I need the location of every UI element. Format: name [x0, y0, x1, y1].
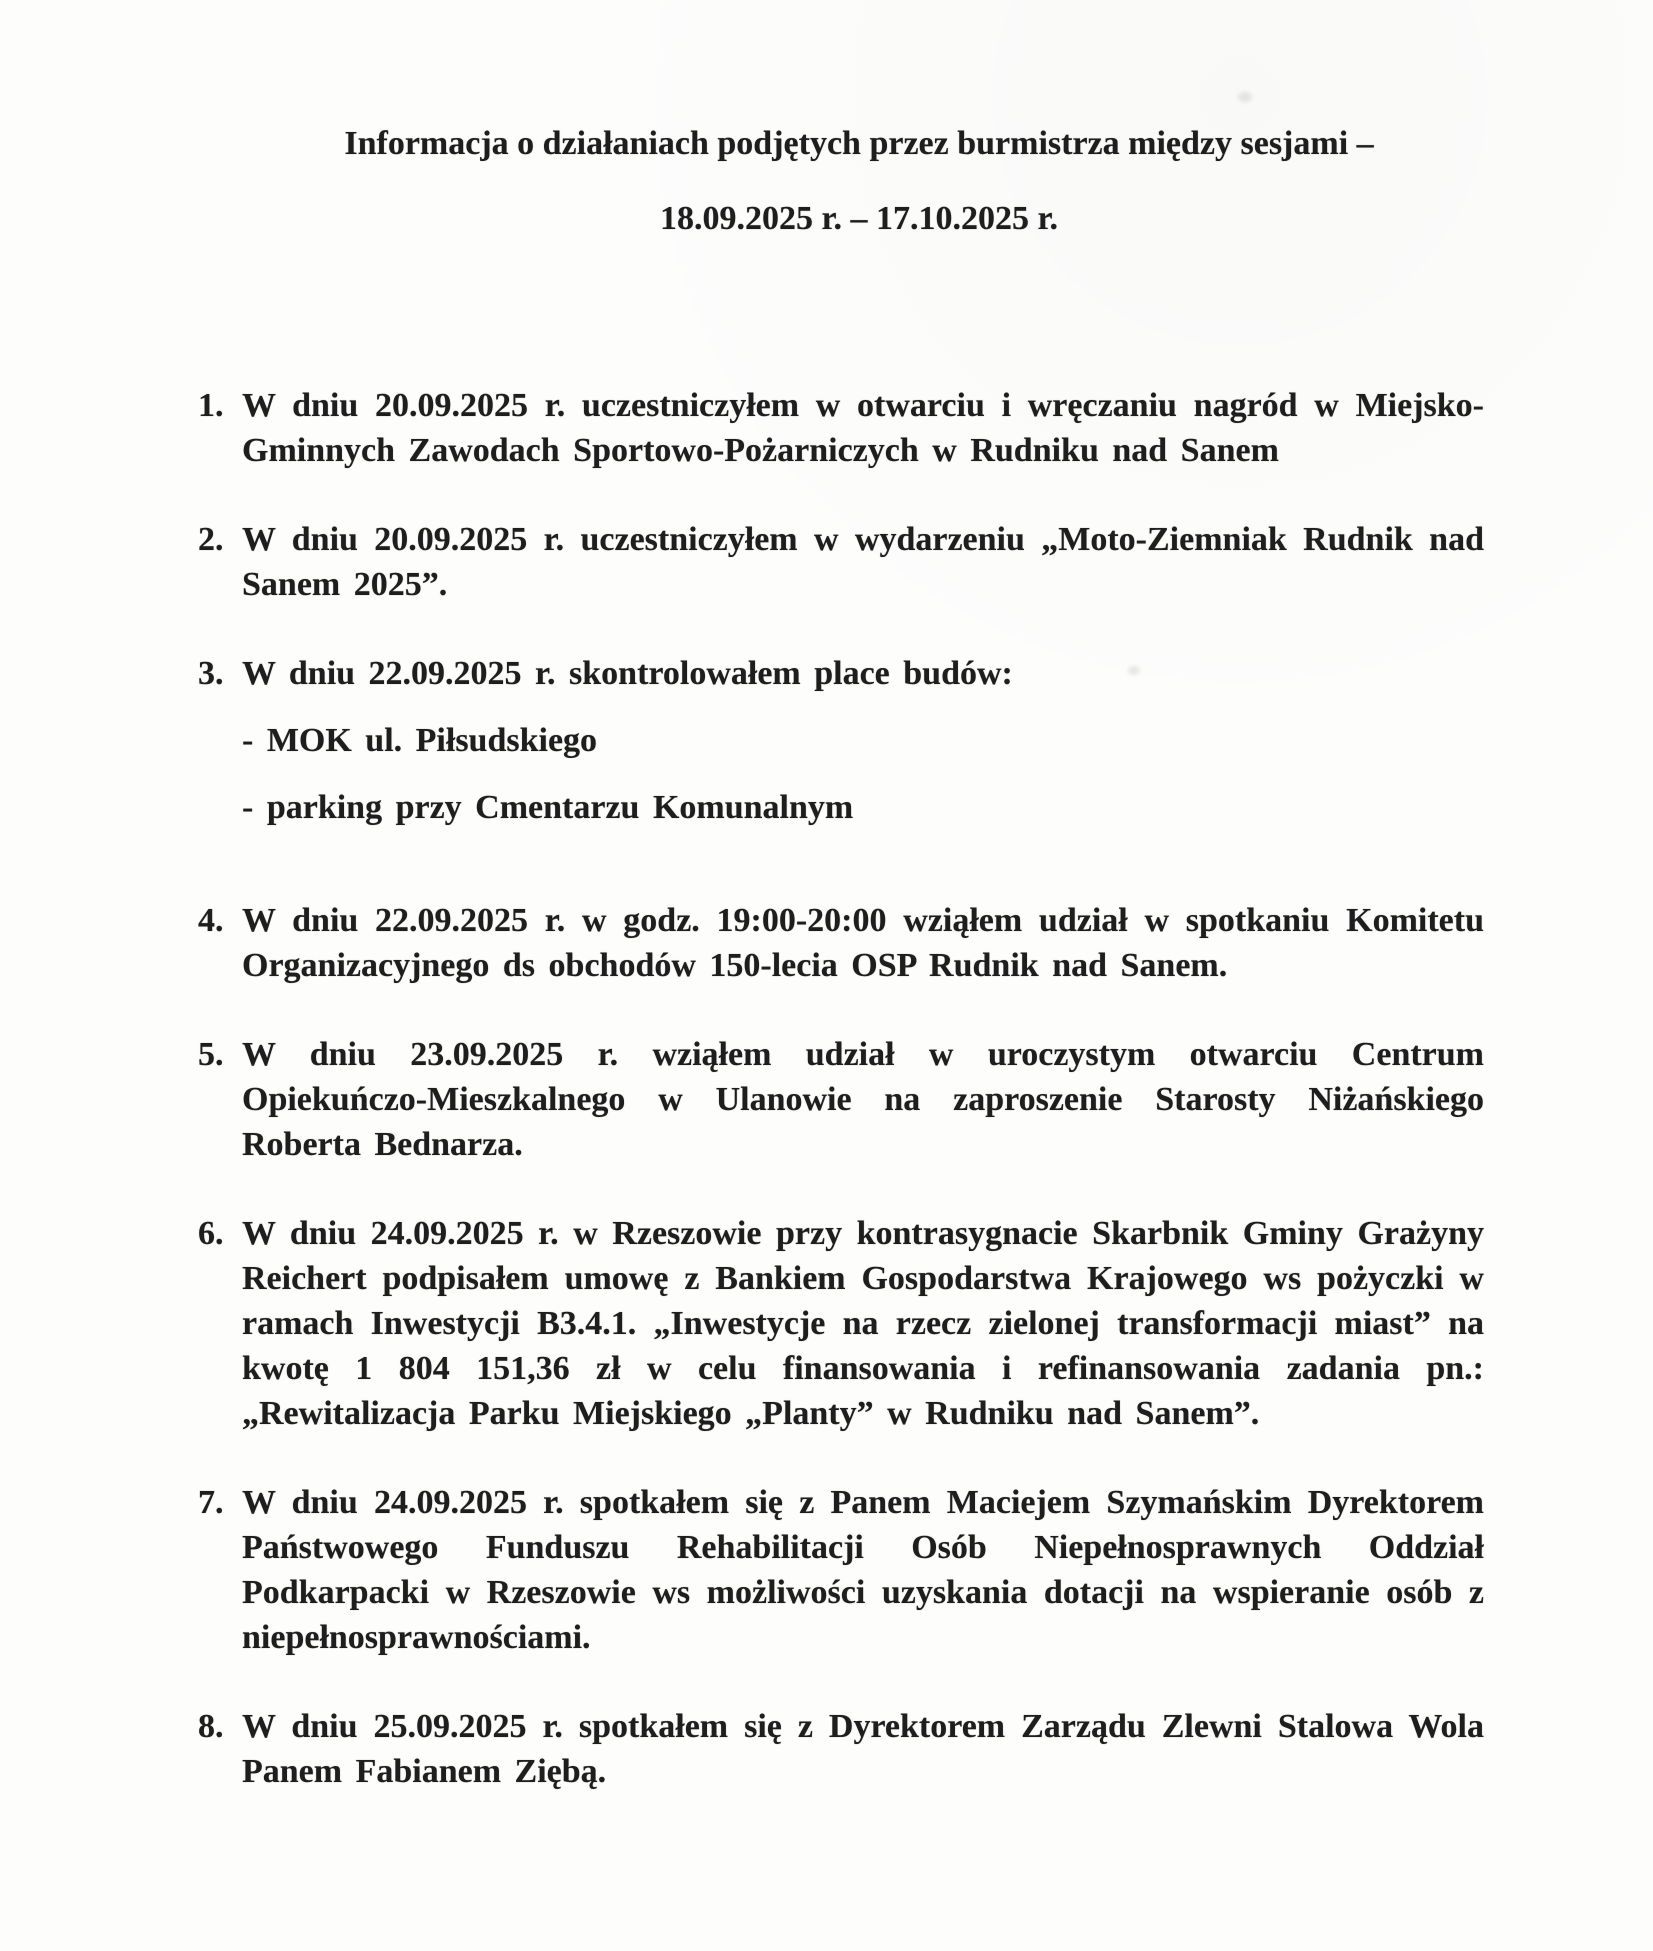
item-text: W dniu 24.09.2025 r. w Rzeszowie przy kontrasygnacie Skarbnik Gminy Grażyny Reichert podpisałem umowę z Bankiem Gospodarstwa Krajowego ws pożyczki w ramach Inwestycji B3.4.1. „Inwestycje na rzecz zielonej transformacji miast” na kwotę 1 804 151,36 zł w celu finansowania i refinansowania zadania pn.: „Rewitalizacja Parku Miejskiego „Planty” w Rudniku nad Sanem”. [242, 1215, 1484, 1432]
item-text-wrap [242, 517, 1484, 607]
scan-speck [1128, 666, 1140, 675]
list-item-6 [198, 1211, 1484, 1436]
list-item-3 [198, 651, 1484, 830]
item-text: W dniu 25.09.2025 r. spotkałem się z Dyrektorem Zarządu Zlewni Stalowa Wola Panem Fabianem Ziębą. [242, 1708, 1484, 1790]
list-item-4 [198, 898, 1484, 988]
item-text-wrap [242, 1032, 1484, 1167]
item-text: W dniu 22.09.2025 r. w godz. 19:00-20:00 wziąłem udział w spotkaniu Komitetu Organizacyjnego ds obchodów 150-lecia OSP Rudnik nad Sanem. [242, 902, 1484, 984]
item-number: 2. [198, 521, 224, 558]
item-text-wrap [242, 898, 1484, 988]
item-text: W dniu 20.09.2025 r. uczestniczyłem w wydarzeniu „Moto-Ziemniak Rudnik nad Sanem 2025”. [242, 521, 1484, 603]
list-item-5 [198, 1032, 1484, 1167]
item-number: 7. [198, 1484, 224, 1521]
item-text: W dniu 23.09.2025 r. wziąłem udział w uroczystym otwarciu Centrum Opiekuńczo-Mieszkalnego w Ulanowie na zaproszenie Starosty Niżańskiego Roberta Bednarza. [242, 1036, 1484, 1163]
item-number: 1. [198, 387, 224, 424]
list-item-8 [198, 1704, 1484, 1794]
item-text: W dniu 24.09.2025 r. spotkałem się z Panem Maciejem Szymańskim Dyrektorem Państwowego Funduszu Rehabilitacji Osób Niepełnosprawnych Oddział Podkarpacki w Rzeszowie ws możliwości uzyskania dotacji na wspieranie osób z niepełnosprawnościami. [242, 1484, 1484, 1656]
title-line-1: Informacja o działaniach podjętych przez burmistrza między sesjami – [344, 125, 1374, 162]
item-text-wrap [242, 1704, 1484, 1794]
item-number: 8. [198, 1708, 224, 1745]
item-number: 4. [198, 902, 224, 939]
title-line-2: 18.09.2025 r. – 17.10.2025 r. [660, 200, 1058, 237]
list-item-1 [198, 383, 1484, 473]
item-text-wrap [242, 383, 1484, 473]
item-number: 6. [198, 1215, 224, 1252]
item-number: 5. [198, 1036, 224, 1073]
item-text-wrap [242, 651, 1484, 830]
sub-item: - MOK ul. Piłsudskiego [242, 722, 598, 759]
item-text-wrap [242, 1211, 1484, 1436]
item-text: W dniu 22.09.2025 r. skontrolowałem place budów: [242, 655, 1013, 692]
document-body [198, 383, 1484, 1794]
list-item-7 [198, 1480, 1484, 1660]
list-item-2 [198, 517, 1484, 607]
sub-item: - parking przy Cmentarzu Komunalnym [242, 789, 854, 826]
item-number: 3. [198, 655, 224, 692]
item-text-wrap [242, 1480, 1484, 1660]
scan-speck [1238, 92, 1252, 102]
item-text: W dniu 20.09.2025 r. uczestniczyłem w otwarciu i wręczaniu nagród w Miejsko-Gminnych Zawodach Sportowo-Pożarniczych w Rudniku nad Sanem [242, 387, 1484, 469]
document-title [238, 0, 1480, 241]
